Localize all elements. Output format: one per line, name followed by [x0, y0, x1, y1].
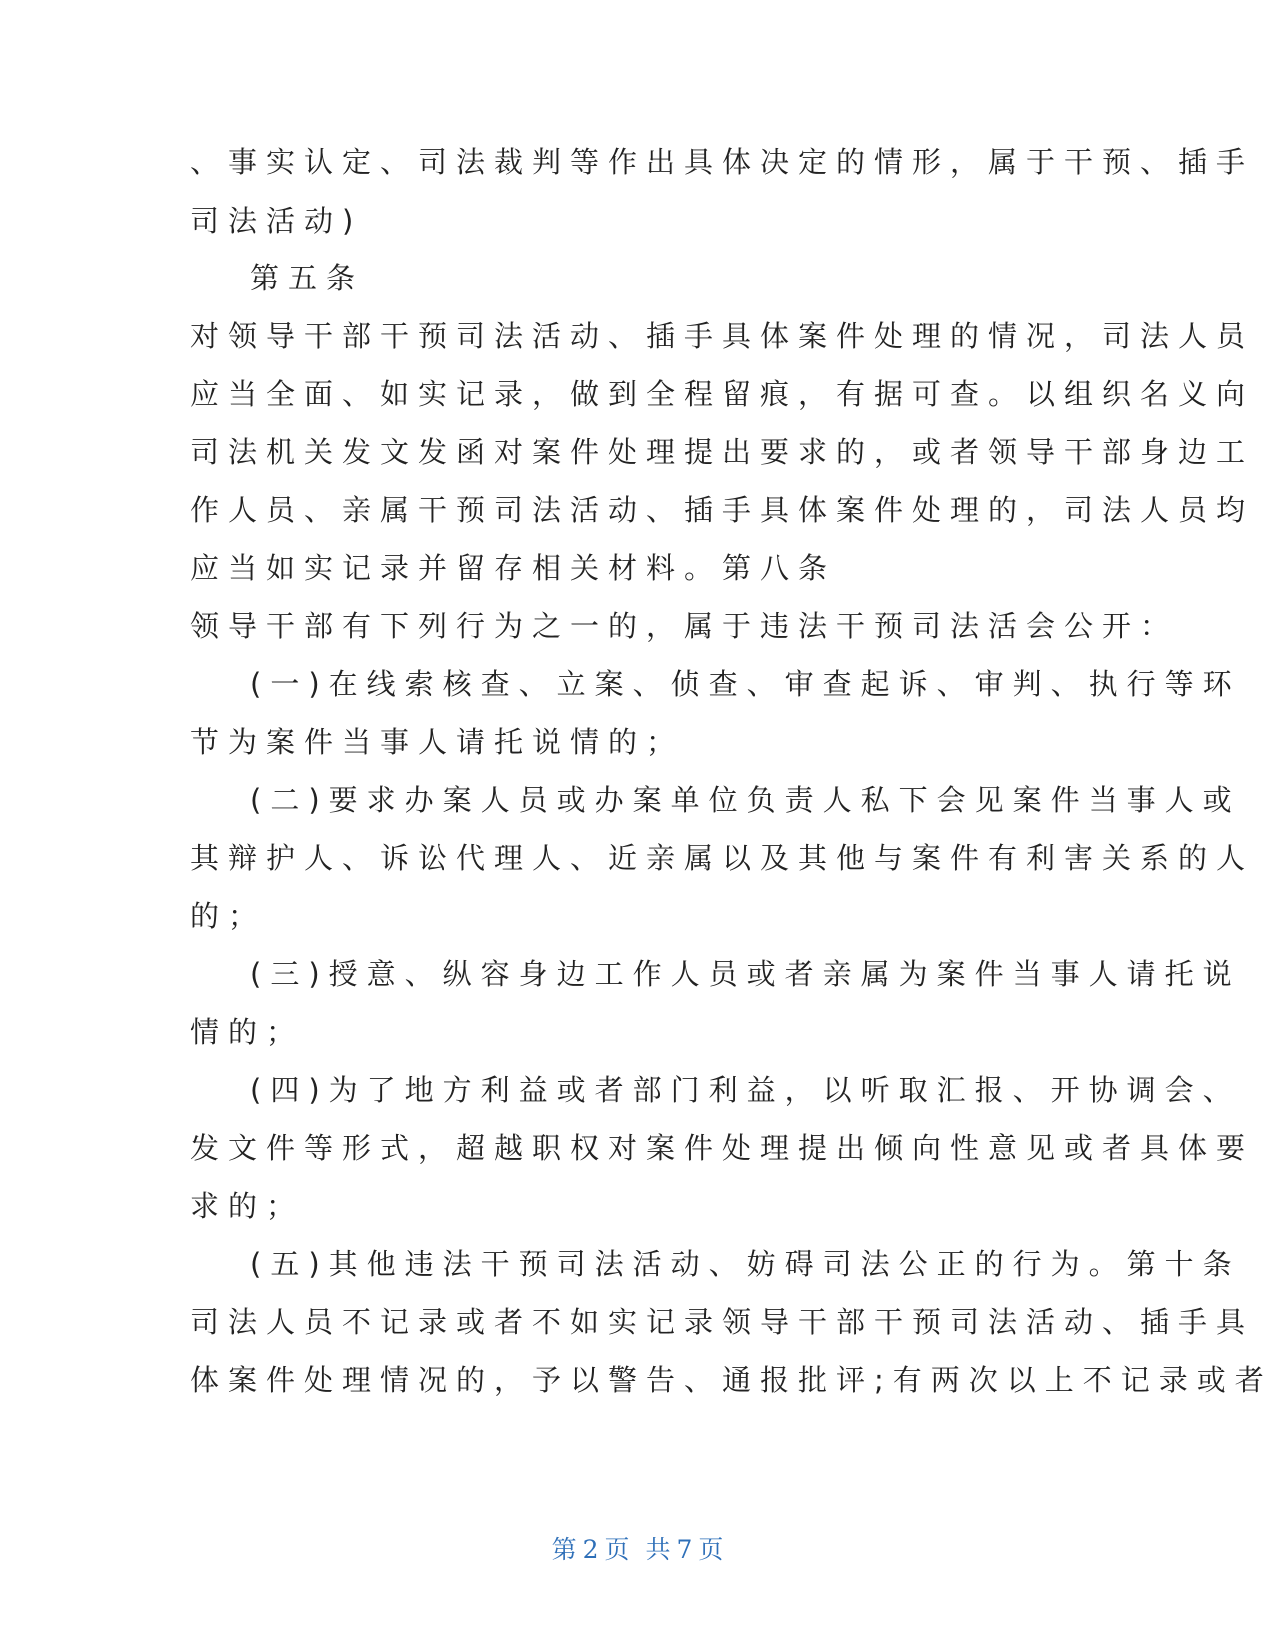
text-line: 、事实认定、司法裁判等作出具体决定的情形，属于干预、插手 [190, 145, 1255, 179]
text-line: 的； [190, 899, 267, 933]
footer-middle: 页 共 [604, 1535, 671, 1564]
text-line: 其辩护人、诉讼代理人、近亲属以及其他与案件有利害关系的人 [190, 841, 1255, 875]
list-item-5: (五)其他违法干预司法活动、妨碍司法公正的行为。第十条 [250, 1247, 1241, 1281]
footer-current-page: 2 [582, 1535, 599, 1564]
text-line: 情的； [190, 1015, 305, 1049]
text-line: 司法活动) [190, 204, 363, 238]
text-line: 体案件处理情况的，予以警告、通报批评;有两次以上不记录或者 [190, 1363, 1273, 1397]
page-number-footer [0, 1530, 1275, 1566]
text-line: 对领导干部干预司法活动、插手具体案件处理的情况，司法人员 [190, 319, 1255, 353]
list-item-4: (四)为了地方利益或者部门利益，以听取汇报、开协调会、 [250, 1073, 1241, 1107]
text-line: 应当如实记录并留存相关材料。第八条 [190, 551, 837, 585]
list-item-3: (三)授意、纵容身边工作人员或者亲属为案件当事人请托说 [250, 957, 1241, 991]
text-line: 发文件等形式，超越职权对案件处理提出倾向性意见或者具体要 [190, 1131, 1255, 1165]
list-item-2: (二)要求办案人员或办案单位负责人私下会见案件当事人或 [250, 783, 1241, 817]
text-line: 求的； [190, 1189, 305, 1223]
text-line: 应当全面、如实记录，做到全程留痕，有据可查。以组织名义向 [190, 377, 1255, 411]
list-item-1: (一)在线索核查、立案、侦查、审查起诉、审判、执行等环 [250, 667, 1241, 701]
footer-prefix: 第 [551, 1535, 577, 1564]
article-heading: 第五条 [250, 261, 365, 295]
footer-total-pages: 7 [676, 1535, 693, 1564]
footer-suffix: 页 [698, 1535, 724, 1564]
text-line: 司法人员不记录或者不如实记录领导干部干预司法活动、插手具 [190, 1305, 1255, 1339]
text-line: 作人员、亲属干预司法活动、插手具体案件处理的，司法人员均 [190, 493, 1255, 527]
text-line: 节为案件当事人请托说情的； [190, 725, 685, 759]
text-line: 领导干部有下列行为之一的，属于违法干预司法活会公开： [190, 609, 1179, 643]
text-line: 司法机关发文发函对案件处理提出要求的，或者领导干部身边工 [190, 435, 1255, 469]
